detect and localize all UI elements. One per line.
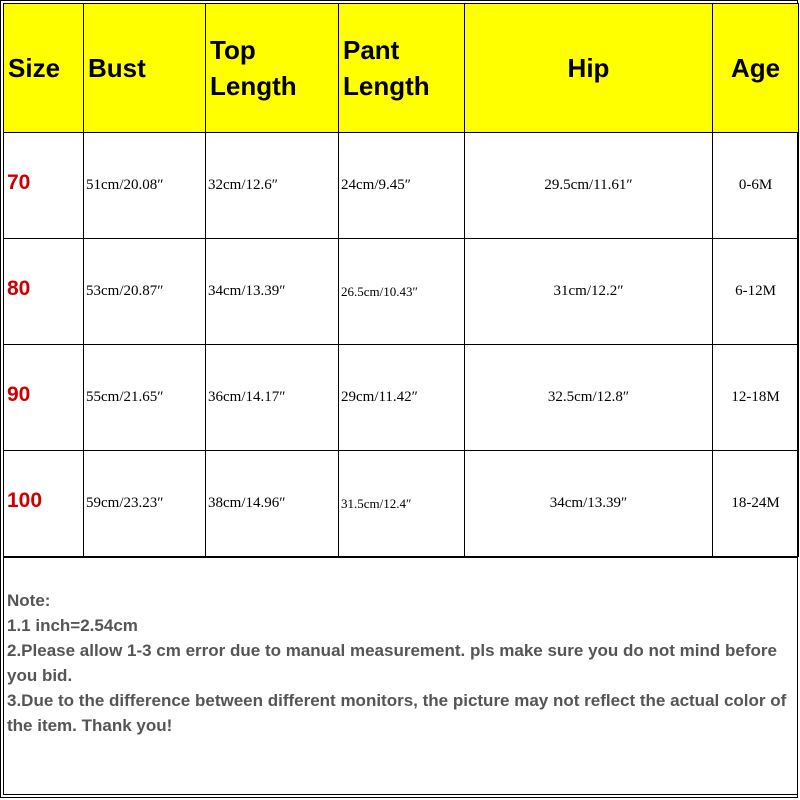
pant-length-cell: 29cm/11.42″ — [339, 345, 465, 451]
age-cell: 18-24M — [713, 451, 799, 557]
header-top-length-line2: Length — [210, 71, 297, 101]
age-cell: 12-18M — [713, 345, 799, 451]
hip-cell: 32.5cm/12.8″ — [465, 345, 713, 451]
bust-cell: 59cm/23.23″ — [84, 451, 206, 557]
header-bust: Bust — [84, 4, 206, 133]
table-row — [4, 133, 799, 239]
hip-cell: 34cm/13.39″ — [465, 451, 713, 557]
top-length-cell: 32cm/12.6″ — [206, 133, 339, 239]
note-title: Note: — [7, 591, 51, 610]
hip-cell: 31cm/12.2″ — [465, 239, 713, 345]
table-header-row — [4, 4, 799, 133]
note-line-2: 2.Please allow 1-3 cm error due to manual measurement. pls make sure you do not mind before you bid. — [7, 641, 777, 685]
header-top-length-line1: Top — [210, 35, 256, 65]
note-section — [3, 557, 798, 795]
header-pant-length-line2: Length — [343, 71, 430, 101]
size-cell: 70 — [4, 133, 84, 239]
size-cell: 80 — [4, 239, 84, 345]
note-line-1: 1.1 inch=2.54cm — [7, 616, 138, 635]
bust-cell: 55cm/21.65″ — [84, 345, 206, 451]
bust-cell: 53cm/20.87″ — [84, 239, 206, 345]
pant-length-cell: 24cm/9.45″ — [339, 133, 465, 239]
pant-length-cell: 26.5cm/10.43″ — [339, 239, 465, 345]
header-top-length — [206, 4, 339, 133]
top-length-cell: 38cm/14.96″ — [206, 451, 339, 557]
size-cell: 100 — [4, 451, 84, 557]
hip-cell: 29.5cm/11.61″ — [465, 133, 713, 239]
size-cell: 90 — [4, 345, 84, 451]
bust-cell: 51cm/20.08″ — [84, 133, 206, 239]
top-length-cell: 34cm/13.39″ — [206, 239, 339, 345]
header-pant-length — [339, 4, 465, 133]
table-row — [4, 239, 799, 345]
header-hip: Hip — [465, 4, 713, 133]
top-length-cell: 36cm/14.17″ — [206, 345, 339, 451]
header-pant-length-line1: Pant — [343, 35, 400, 65]
size-chart-table — [3, 3, 799, 557]
header-age: Age — [713, 4, 799, 133]
pant-length-cell: 31.5cm/12.4″ — [339, 451, 465, 557]
note-line-3: 3.Due to the difference between different monitors, the picture may not reflect the actual color of the item. Thank you! — [7, 691, 787, 735]
age-cell: 6-12M — [713, 239, 799, 345]
header-size: Size — [4, 4, 84, 133]
table-row — [4, 345, 799, 451]
age-cell: 0-6M — [713, 133, 799, 239]
table-row — [4, 451, 799, 557]
